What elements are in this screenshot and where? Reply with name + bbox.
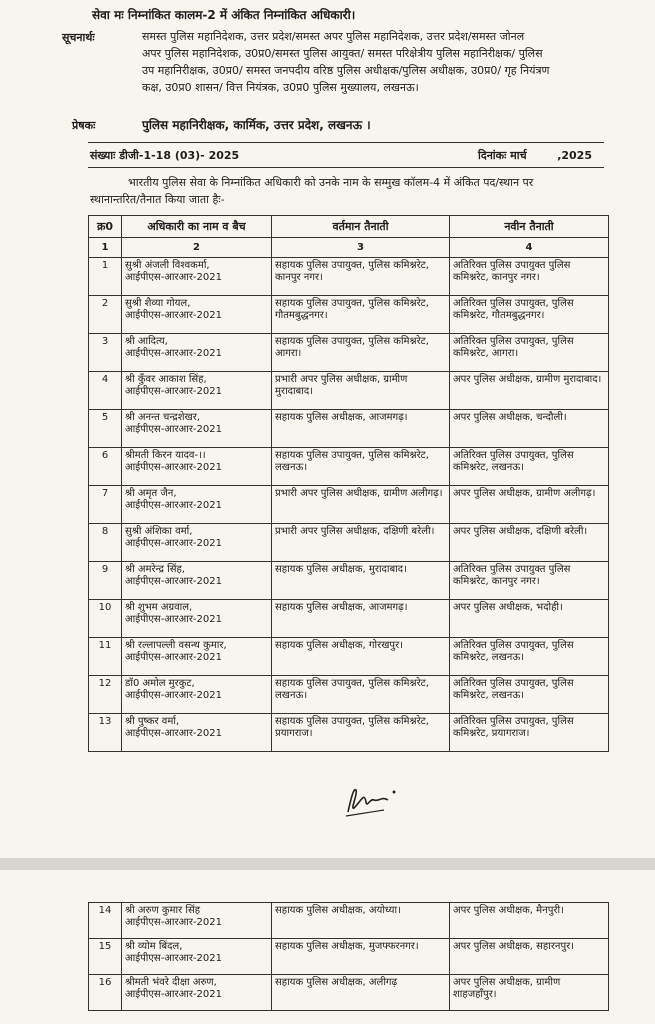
table-row [89,448,609,486]
sewa-line: सेवा मः निम्नांकित कालम-2 में अंकित निम्नांकित अधिकारी। [92,8,356,22]
suchnarth-line-3: उप महानिरीक्षक, उ0प्र0/ समस्त जनपदीय वरिष्ठ पुलिस अधीक्षक/पुलिस अधीक्षक, उ0प्र0/ गृह नियंत्रण [142,64,550,77]
transfer-table [88,215,609,752]
serial-cell: 2 [89,296,122,334]
suchnarth-line-2: अपर पुलिस महानिदेशक, उ0प्र0/समस्त पुलिस आयुक्त/ समस्त परिक्षेत्रीय पुलिस महानिरीक्षक/ पुलिस [142,47,543,60]
current-posting-cell: सहायक पुलिस अधीक्षक, अलीगढ़ [272,975,450,1011]
officer-cell [122,334,272,372]
officer-batch: आईपीएस-आरआर-2021 [125,538,222,549]
officer-batch: आईपीएस-आरआर-2021 [125,424,222,435]
serial-cell: 11 [89,638,122,676]
table-header-row [89,216,609,238]
officer-name: श्री कुँवर आकाश सिंह, [125,374,207,385]
serial-cell: 13 [89,714,122,752]
officer-batch: आईपीएस-आरआर-2021 [125,386,222,397]
preshak-text: पुलिस महानिरीक्षक, कार्मिक, उत्तर प्रदेश, लखनऊ । [142,118,371,132]
header-serial: क्र0 [89,216,122,238]
new-posting-cell: अतिरिक्त पुलिस उपायुक्त पुलिस कमिश्नरेट, कानपुर नगर। [450,562,609,600]
officer-batch: आईपीएस-आरआर-2021 [125,462,222,473]
serial-cell: 8 [89,524,122,562]
serial-cell: 12 [89,676,122,714]
officer-name: सुश्री अंशिका वर्मा, [125,526,193,537]
divider-bottom [88,167,604,168]
preshak-label: प्रेषकः [72,119,96,132]
table-row [89,676,609,714]
current-posting-cell: सहायक पुलिस अधीक्षक, आजमगढ़। [272,410,450,448]
column-number: 3 [272,238,450,258]
document-page-2 [0,870,655,1024]
officer-cell [122,676,272,714]
officer-batch: आईपीएस-आरआर-2021 [125,652,222,663]
current-posting-cell: सहायक पुलिस उपायुक्त, पुलिस कमिश्नरेट, लखनऊ। [272,448,450,486]
new-posting-cell: अतिरिक्त पुलिस उपायुक्त, पुलिस कमिश्नरेट, लखनऊ। [450,676,609,714]
officer-name: श्री अमृत जैन, [125,488,177,499]
new-posting-cell: अपर पुलिस अधीक्षक, ग्रामीण मुरादाबाद। [450,372,609,410]
officer-batch: आईपीएस-आरआर-2021 [125,310,222,321]
officer-cell [122,562,272,600]
header-current-posting: वर्तमान तैनाती [272,216,450,238]
new-posting-cell: अतिरिक्त पुलिस उपायुक्त, पुलिस कमिश्नरेट, लखनऊ। [450,638,609,676]
officer-name: श्रीमती किरन यादव-।। [125,450,206,461]
current-posting-cell: सहायक पुलिस अधीक्षक, अयोध्या। [272,903,450,939]
officer-cell [122,975,272,1011]
officer-batch: आईपीएस-आरआर-2021 [125,690,222,701]
officer-batch: आईपीएस-आरआर-2021 [125,614,222,625]
current-posting-cell: सहायक पुलिस उपायुक्त, पुलिस कमिश्नरेट, लखनऊ। [272,676,450,714]
signature [340,780,400,820]
officer-cell [122,448,272,486]
officer-batch: आईपीएस-आरआर-2021 [125,576,222,587]
officer-cell [122,486,272,524]
officer-cell [122,939,272,975]
serial-cell: 14 [89,903,122,939]
serial-cell: 9 [89,562,122,600]
table-row [89,258,609,296]
table-row [89,975,609,1011]
reference-number: संख्याः डीजी-1-18 (03)- 2025 [90,149,240,162]
officer-name: श्री अमरेन्द्र सिंह, [125,564,185,575]
current-posting-cell: सहायक पुलिस उपायुक्त, पुलिस कमिश्नरेट, गौतमबुद्धनगर। [272,296,450,334]
officer-batch: आईपीएस-आरआर-2021 [125,272,222,283]
reference-date: दिनांकः मार्च ,2025 [478,149,592,162]
officer-cell [122,600,272,638]
current-posting-cell: सहायक पुलिस उपायुक्त, पुलिस कमिश्नरेट, कानपुर नगर। [272,258,450,296]
officer-name: सुश्री शैव्या गोयल, [125,298,191,309]
serial-cell: 16 [89,975,122,1011]
table-row [89,372,609,410]
table-row [89,410,609,448]
officer-cell [122,903,272,939]
table-row [89,600,609,638]
officer-name: श्रीमती भंवरे दीक्षा अरुण, [125,977,217,988]
officer-batch: आईपीएस-आरआर-2021 [125,917,222,928]
current-posting-cell: सहायक पुलिस अधीक्षक, गोरखपुर। [272,638,450,676]
officer-batch: आईपीएस-आरआर-2021 [125,728,222,739]
new-posting-cell: अपर पुलिस अधीक्षक, ग्रामीण अलीगढ़। [450,486,609,524]
table-column-number-row [89,238,609,258]
transfer-table-continued [88,902,609,1011]
header-officer-name: अधिकारी का नाम व बैच [122,216,272,238]
officer-name: सुश्री अंजली विश्वकर्मा, [125,260,210,271]
officer-name: श्री पुष्कर वर्मा, [125,716,180,727]
new-posting-cell: अतिरिक्त पुलिस उपायुक्त, पुलिस कमिश्नरेट, लखनऊ। [450,448,609,486]
serial-cell: 6 [89,448,122,486]
table-row [89,296,609,334]
serial-cell: 10 [89,600,122,638]
serial-cell: 1 [89,258,122,296]
officer-cell [122,638,272,676]
current-posting-cell: प्रभारी अपर पुलिस अधीक्षक, ग्रामीण मुरादाबाद। [272,372,450,410]
current-posting-cell: प्रभारी अपर पुलिस अधीक्षक, ग्रामीण अलीगढ़। [272,486,450,524]
table-row [89,486,609,524]
intro-line-1: भारतीय पुलिस सेवा के निम्नांकित अधिकारी को उनके नाम के सम्मुख कॉलम-4 में अंकित पद/स्थान पर [128,176,534,189]
column-number: 1 [89,238,122,258]
officer-name: श्री अरुण कुमार सिंह [125,905,201,916]
column-number: 2 [122,238,272,258]
intro-line-2: स्थानान्तरित/तैनात किया जाता हैः- [90,193,225,206]
table-row [89,334,609,372]
new-posting-cell: अपर पुलिस अधीक्षक, ग्रामीण शाहजहाँपुर। [450,975,609,1011]
current-posting-cell: सहायक पुलिस अधीक्षक, मुजफ्फरनगर। [272,939,450,975]
header-new-posting: नवीन तैनाती [450,216,609,238]
officer-batch: आईपीएस-आरआर-2021 [125,989,222,1000]
serial-cell: 15 [89,939,122,975]
column-number: 4 [450,238,609,258]
officer-name: डॉ0 अमोल मुरकुट, [125,678,195,689]
divider-top [88,142,604,143]
current-posting-cell: सहायक पुलिस उपायुक्त, पुलिस कमिश्नरेट, प्रयागराज। [272,714,450,752]
new-posting-cell: अतिरिक्त पुलिस उपायुक्त पुलिस कमिश्नरेट, कानपुर नगर। [450,258,609,296]
new-posting-cell: अतिरिक्त पुलिस उपायुक्त, पुलिस कमिश्नरेट, आगरा। [450,334,609,372]
serial-cell: 4 [89,372,122,410]
officer-cell [122,258,272,296]
table-row [89,524,609,562]
table-row [89,939,609,975]
officer-cell [122,524,272,562]
officer-name: श्री शुभम अग्रवाल, [125,602,193,613]
new-posting-cell: अपर पुलिस अधीक्षक, भदोही। [450,600,609,638]
table-row [89,903,609,939]
current-posting-cell: सहायक पुलिस अधीक्षक, आजमगढ़। [272,600,450,638]
new-posting-cell: अपर पुलिस अधीक्षक, सहारनपुर। [450,939,609,975]
table-row [89,638,609,676]
current-posting-cell: सहायक पुलिस उपायुक्त, पुलिस कमिश्नरेट, आगरा। [272,334,450,372]
new-posting-cell: अपर पुलिस अधीक्षक, दक्षिणी बरेली। [450,524,609,562]
new-posting-cell: अपर पुलिस अधीक्षक, चन्दौली। [450,410,609,448]
new-posting-cell: अतिरिक्त पुलिस उपायुक्त, पुलिस कमिश्नरेट, प्रयागराज। [450,714,609,752]
new-posting-cell: अपर पुलिस अधीक्षक, मैनपुरी। [450,903,609,939]
new-posting-cell: अतिरिक्त पुलिस उपायुक्त, पुलिस कमिश्नरेट, गौतमबुद्धनगर। [450,296,609,334]
suchnarth-line-1: समस्त पुलिस महानिदेशक, उत्तर प्रदेश/समस्त अपर पुलिस महानिदेशक, उत्तर प्रदेश/समस्त जोनल [142,30,525,43]
officer-cell [122,372,272,410]
officer-cell [122,410,272,448]
officer-name: श्री अनन्त चन्द्रशेखर, [125,412,200,423]
table-row [89,714,609,752]
current-posting-cell: प्रभारी अपर पुलिस अधीक्षक, दक्षिणी बरेली। [272,524,450,562]
serial-cell: 5 [89,410,122,448]
officer-cell [122,296,272,334]
officer-batch: आईपीएस-आरआर-2021 [125,348,222,359]
officer-batch: आईपीएस-आरआर-2021 [125,500,222,511]
suchnarth-label: सूचनार्थः [62,31,95,44]
serial-cell: 7 [89,486,122,524]
officer-name: श्री आदित्य, [125,336,168,347]
suchnarth-line-4: कक्ष, उ0प्र0 शासन/ वित्त नियंत्रक, उ0प्र0 पुलिस मुख्यालय, लखनऊ। [142,81,419,94]
officer-batch: आईपीएस-आरआर-2021 [125,953,222,964]
table-row [89,562,609,600]
officer-name: श्री व्योम बिंदल, [125,941,183,952]
officer-cell [122,714,272,752]
officer-name: श्री रल्लापल्ली वसन्थ कुमार, [125,640,227,651]
current-posting-cell: सहायक पुलिस अधीक्षक, मुरादाबाद। [272,562,450,600]
serial-cell: 3 [89,334,122,372]
